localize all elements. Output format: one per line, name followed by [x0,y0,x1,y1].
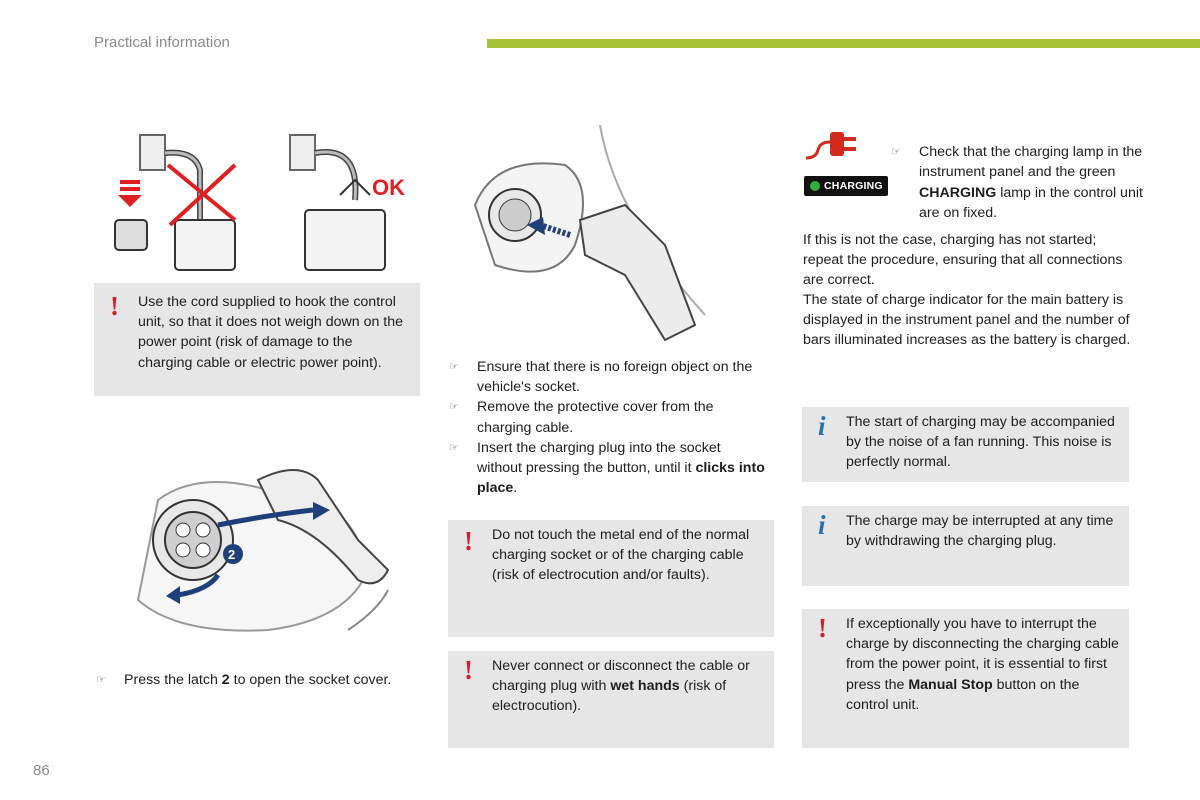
pointer-bullet-icon: ☞ [449,401,459,414]
warning-cord-text: Use the cord supplied to hook the control unit, so that it does not weigh down on the power point (risk of damage to the charging cable or electric power point). [138,294,404,371]
pointer-bullet-icon: ☞ [891,146,901,159]
list-item: ☞ Insert the charging plug into the socket without pressing the button, until it clicks into place. [449,439,765,497]
warning-exclamation-icon: ! [464,526,473,556]
plug-insertion-illustration [465,125,765,345]
charging-plug-icon [804,128,860,164]
info-box-interrupt [802,506,1129,586]
charging-lamp-indicator [804,176,888,196]
section-title: Practical information [94,34,230,51]
charging-lamp-label: CHARGING [824,180,883,192]
step-check-lamp: ☞ Check that the charging lamp in the instrument panel and the green CHARGING lamp in the control unit are on fixed. [891,144,1143,221]
warning-exclamation-icon: ! [464,655,473,685]
list-item: ☞ Remove the protective cover from the charging cable. [449,399,714,436]
header-accent-bar [487,39,1200,48]
socket-cover-illustration [118,440,420,640]
pointer-bullet-icon: ☞ [449,361,459,373]
pointer-bullet-icon: ☞ [449,441,459,454]
cord-hook-illustration [100,125,420,275]
steps-socket-list [449,357,769,498]
warning-exclamation-icon: ! [110,291,119,321]
warning-wet-text: Never connect or disconnect the cable or charging plug with wet hands (risk of electrocution). [492,658,750,715]
warning-manual-stop-text: If exceptionally you have to interrupt the charge by disconnecting the charging cable from the power point, it is essential to first press the Manual Stop button on the control unit. [846,616,1119,713]
warning-box-wet-hands [448,651,774,748]
page-number: 86 [33,762,50,779]
pointer-bullet-icon: ☞ [96,674,106,686]
warning-box-metal [448,520,774,637]
info-i-icon: i [818,411,826,441]
warning-box-manual-stop [802,609,1129,748]
step-press-latch: ☞ Press the latch 2 to open the socket cover. [96,670,454,690]
ok-label: OK [372,175,405,200]
latch-callout-label: 2 [228,547,236,562]
warning-box-cord [94,283,420,396]
warning-metal-text: Do not touch the metal end of the normal charging socket or of the charging cable (risk of electrocution and/or faults). [492,527,750,584]
warning-exclamation-icon: ! [818,613,827,643]
info-fan-text: The start of charging may be accompanied by the noise of a fan running. This noise is perfectly normal. [846,414,1115,471]
list-item: ☞ Ensure that there is no foreign object on the vehicle's socket. [449,359,753,396]
info-i-icon: i [818,510,826,540]
paragraph-not-started: If this is not the case, charging has not started; repeat the procedure, ensuring that all connections are correct. [803,232,1123,289]
green-lamp-icon [810,181,820,191]
info-interrupt-text: The charge may be interrupted at any time by withdrawing the charging plug. [846,513,1114,550]
paragraph-state-of-charge: The state of charge indicator for the main battery is displayed in the instrument panel and the number of bars illuminated increases as the battery is charged. [803,292,1131,349]
info-box-fan [802,407,1129,482]
